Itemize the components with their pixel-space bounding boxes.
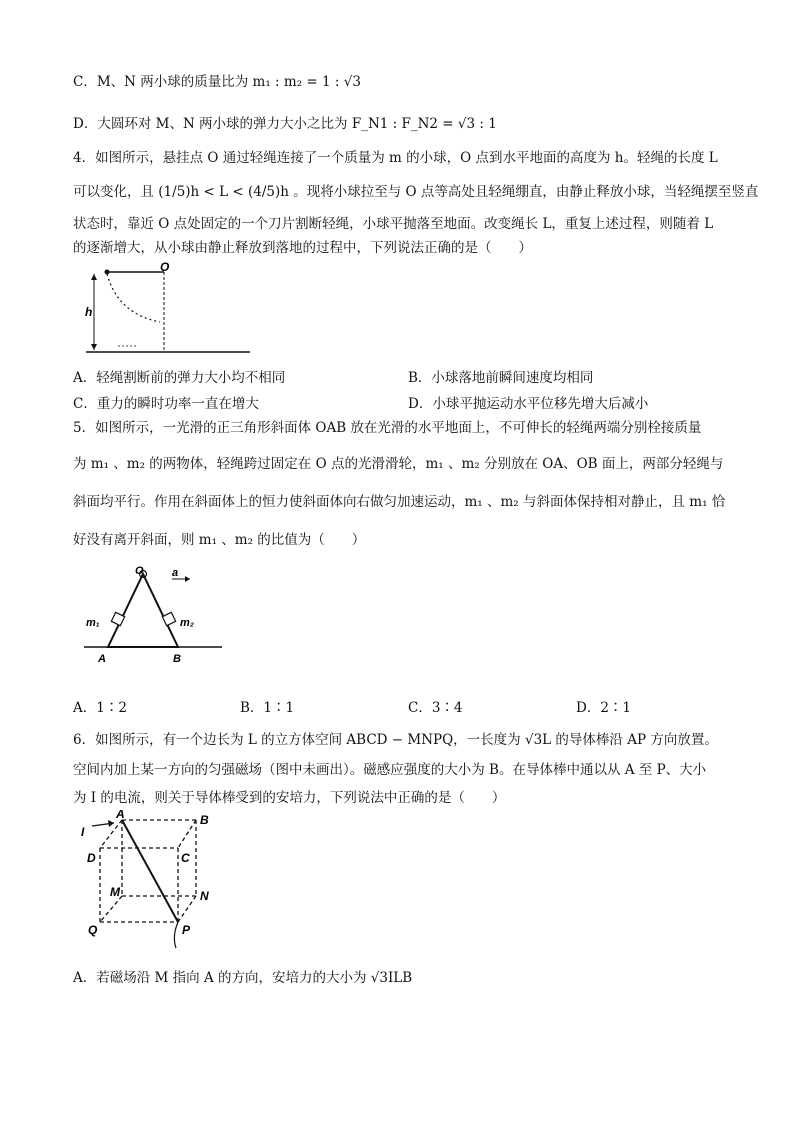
q4-option-c: C．重力的瞬时功率一直在增大 [73,396,259,412]
q4-stem-line4: 的逐渐增大，从小球由静止释放到落地的过程中，下列说法正确的是（ ） [73,240,532,256]
q5-option-d: D．2∶1 [576,700,632,716]
q5-stem-line1: 5．如图所示，一光滑的正三角形斜面体 OAB 放在光滑的水平地面上，不可伸长的轻绳两端分别栓接质量 [73,420,702,436]
q5-fig-label-o: O [135,565,144,577]
q3-option-d: D．大圆环对 M、N 两小球的弹力大小之比为 F_N1 : F_N2 = √3 : 1 [73,116,497,132]
q4-stem-line3: 状态时，靠近 O 点处固定的一个刀片割断轻绳，小球平抛落至地面。改变绳长 L，重复上述过程，则随着 L [73,216,714,232]
q6-fig-label-n: N [200,889,209,903]
q4-option-a: A．轻绳割断前的弹力大小均不相同 [73,370,286,386]
q6-stem-line3: 为 I 的电流，则关于导体棒受到的安培力，下列说法中正确的是（ ） [73,790,506,806]
q5-stem-line3: 斜面均平行。作用在斜面体上的恒力使斜面体向右做匀加速运动，m₁ 、m₂ 与斜面体保持相对静止，且 m₁ 恰 [73,494,726,510]
q6-cube-figure [78,810,228,960]
q5-option-a: A．1∶2 [73,700,127,716]
q6-stem-line1: 6．如图所示，有一个边长为 L 的立方体空间 ABCD − MNPQ，一长度为 √3L 的导体棒沿 AP 方向放置。 [73,732,718,748]
q5-stem-line2: 为 m₁ 、m₂ 的两物体，轻绳跨过固定在 O 点的光滑滑轮，m₁ 、m₂ 分别放在 OA、OB 面上，两部分轻绳与 [73,456,724,472]
q5-fig-label-a-vertex: A [98,653,106,665]
q4-stem-line1: 4．如图所示，悬挂点 O 通过轻绳连接了一个质量为 m 的小球，O 点到水平地面的高度为 h。轻绳的长度 L [73,150,718,166]
q5-fig-label-b-vertex: B [173,653,181,665]
q4-option-d: D．小球平抛运动水平位移先增大后减小 [408,396,649,412]
q5-triangle-figure [80,562,225,670]
q6-fig-label-c: C [181,851,190,865]
q3-option-c: C．M、N 两小球的质量比为 m₁ : m₂ = 1 : √3 [73,74,361,90]
q6-fig-label-m: M [110,885,120,899]
q4-option-b: B．小球落地前瞬间速度均相同 [408,370,594,386]
q5-stem-line4: 好没有离开斜面，则 m₁ 、m₂ 的比值为（ ） [73,532,366,548]
q6-fig-label-q: Q [88,923,98,937]
q4-stem-line2: 可以变化，且 (1/5)h < L < (4/5)h 。现将小球拉至与 O 点等高处且轻绳绷直，由静止释放小球，当轻绳摆至竖直 [73,184,759,200]
q6-fig-label-a: A [116,810,125,821]
q6-fig-label-b: B [200,813,209,827]
q6-fig-label-i: I [81,825,85,839]
q6-option-a: A．若磁场沿 M 指向 A 的方向，安培力的大小为 √3ILB [73,970,413,986]
q5-option-b: B．1∶1 [240,700,295,716]
q5-fig-label-a: a [172,567,179,579]
q6-fig-label-p: P [182,923,191,937]
q5-fig-label-m2: m₂ [180,617,194,629]
q4-fig-label-o: O [160,262,170,274]
q5-option-c: C．3∶4 [408,700,463,716]
q5-fig-label-m1: m₁ [86,617,100,629]
q4-pendulum-figure [78,262,258,358]
q6-fig-label-d: D [87,851,96,865]
q6-stem-line2: 空间内加上某一方向的匀强磁场（图中未画出）。磁感应强度的大小为 B。在导体棒中通以从 A 至 P、大小 [73,762,707,778]
q4-fig-label-h: h [85,305,93,319]
